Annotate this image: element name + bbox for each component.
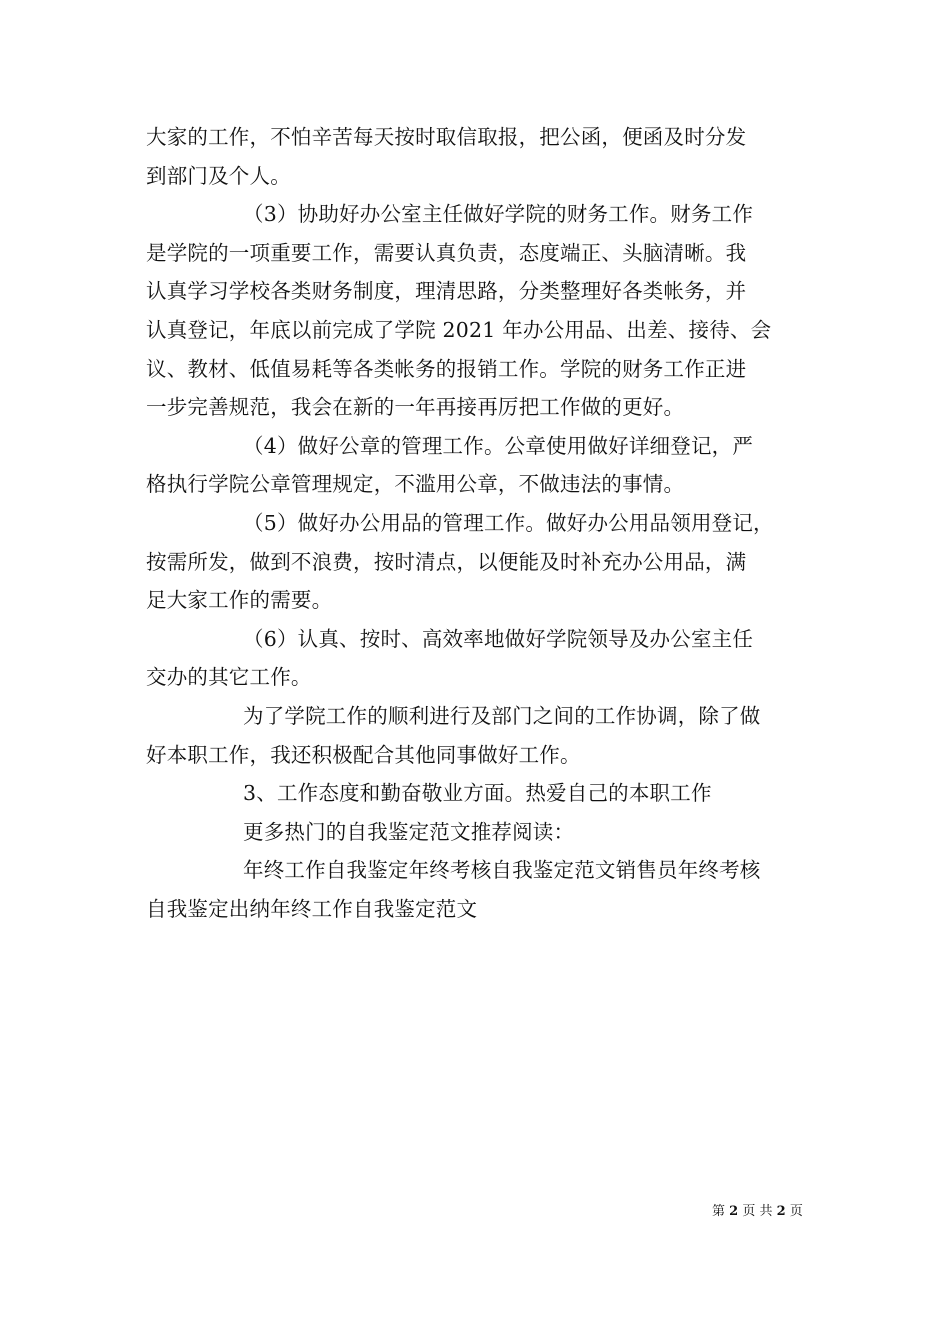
- footer-prefix: 第: [712, 1204, 726, 1219]
- related-articles-line[interactable]: 自我鉴定出纳年终工作自我鉴定范文: [146, 896, 478, 921]
- text-line: 好本职工作，我还积极配合其他同事做好工作。: [146, 742, 581, 767]
- text-line: 一步完善规范，我会在新的一年再接再厉把工作做的更好。: [146, 395, 685, 420]
- total-pages-number: 2: [776, 1204, 786, 1219]
- text-line: （5）做好办公用品的管理工作。做好办公用品领用登记，: [243, 510, 774, 535]
- page-number-footer: [712, 1203, 803, 1221]
- text-line: 3、工作态度和勤奋敬业方面。热爱自己的本职工作: [243, 781, 712, 806]
- current-page-number: 2: [729, 1204, 739, 1219]
- text-line: 认真登记，年底以前完成了学院 2021 年办公用品、出差、接待、会: [146, 317, 772, 342]
- text-line: 为了学院工作的顺利进行及部门之间的工作协调，除了做: [243, 703, 761, 728]
- text-line: 大家的工作，不怕辛苦每天按时取信取报，把公函，便函及时分发: [146, 125, 747, 149]
- text-line: 交办的其它工作。: [146, 665, 312, 690]
- document-body: [146, 118, 826, 928]
- text-line: 到部门及个人。: [146, 163, 291, 188]
- text-line: 足大家工作的需要。: [146, 588, 333, 613]
- footer-suffix: 页: [789, 1204, 803, 1219]
- text-line: 认真学习学校各类财务制度，理清思路，分类整理好各类帐务，并: [146, 279, 747, 304]
- text-line: （4）做好公章的管理工作。公章使用做好详细登记，严: [243, 433, 754, 458]
- footer-middle: 页 共: [742, 1204, 773, 1219]
- text-line: 更多热门的自我鉴定范文推荐阅读：: [243, 819, 575, 844]
- text-line: 格执行学院公章管理规定，不滥用公章，不做违法的事情。: [146, 472, 685, 497]
- related-articles-line[interactable]: 年终工作自我鉴定年终考核自我鉴定范文销售员年终考核: [243, 858, 761, 883]
- text-line: （3）协助好办公室主任做好学院的财务工作。财务工作: [243, 202, 754, 227]
- text-line: （6）认真、按时、高效率地做好学院领导及办公室主任: [243, 626, 754, 651]
- text-line: 议、教材、低值易耗等各类帐务的报销工作。学院的财务工作正进: [146, 356, 747, 381]
- text-line: 是学院的一项重要工作，需要认真负责，态度端正、头脑清晰。我: [146, 240, 747, 265]
- text-line: 按需所发，做到不浪费，按时清点，以便能及时补充办公用品，满: [146, 549, 747, 574]
